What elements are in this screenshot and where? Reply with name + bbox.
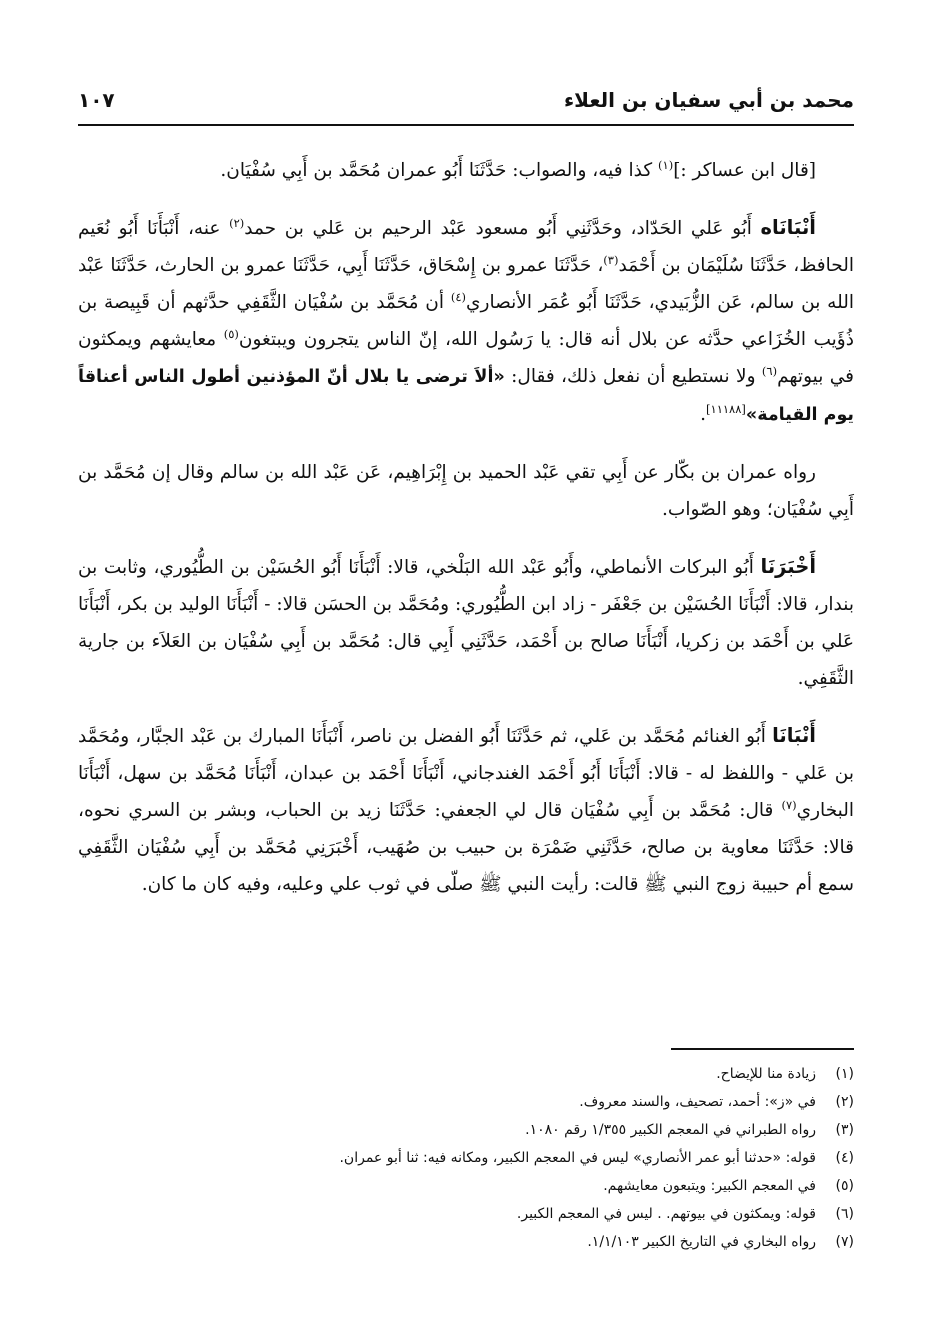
running-title: محمد بن أبي سفيان بن العلاء: [563, 88, 854, 112]
footnote: [78, 1116, 854, 1144]
page-header: [78, 84, 854, 126]
footnote-separator: [671, 1048, 854, 1050]
footnote-number: (٦): [835, 1206, 854, 1222]
bracketed-insertion: [قال ابن عساكر :]: [673, 160, 816, 181]
footnote-number: (٣): [835, 1122, 854, 1138]
paragraph-text: أَبُو عَلي الحَدّاد، وحَدَّثَنِي أَبُو مسعود عَبْد الرحيم بن عَلي بن حمد: [244, 218, 761, 239]
footnote: [78, 1060, 854, 1088]
footnote: [78, 1088, 854, 1116]
footnote-text: في «ز»: أحمد، تصحيف، والسند معروف.: [579, 1094, 816, 1110]
hadith-reference-number: [١١١٨٨]: [706, 401, 746, 416]
footnote-text: رواه الطبراني في المعجم الكبير ١/٣٥٥ رقم ١٠٨٠.: [525, 1122, 816, 1138]
paragraph-text: معايشهم ويمكثون في بيوتهم: [78, 329, 854, 387]
paragraph-text: قال: مُحَمَّد بن أَبِي سُفْيَان قال لي الجعفي: حَدَّثَنَا زيد بن الحباب، وبشر بن السري نحوه، قالا: حَدَّثَنَا معاوية بن صالح، حَدَّثَنِي ضَمْرَة بن حبيب بن صُهَيب، أَخْبَرَنِي مُحَمَّد بن أَبِي سُفْيَان الثَّقَفِي سمع أم حبيبة زوج النبي ﷺ قالت: رأيت النبي ﷺ صلّى في ثوب علي وعليه، وفيه كان ما كان.: [78, 800, 854, 895]
footnote: [78, 1228, 854, 1256]
footnote-text: زيادة منا للإيضاح.: [716, 1066, 816, 1082]
footnote-ref-3: (٣): [603, 252, 619, 267]
footnote: [78, 1200, 854, 1228]
footnote-number: (٤): [835, 1150, 854, 1166]
main-text: [78, 152, 854, 923]
page-number: ١٠٧: [78, 88, 115, 112]
footnote-number: (٧): [835, 1234, 854, 1250]
paragraph-text: ، حَدَّثَنَا عمرو بن إِسْحَاق، حَدَّثَنَا أَبِي، حَدَّثَنَا عمرو بن الحارث، حَدَّثَنَا عَبْد الله بن سالم، عَن الزُّبَيدي، حَدَّثَنَا أَبُو عُمَر الأنصاري: [78, 255, 854, 313]
paragraph-text: أَبُو الغنائم مُحَمَّد بن عَلي، ثم حَدَّثَنَا أَبُو الفضل بن ناصر، أَنْبَأَنَا المبارك بن عَبْد الجبَّار، ومُحَمَّد بن عَلي - واللفظ له - قالا: أَنْبَأَنَا أَبُو أَحْمَد الغندجاني، أَنْبَأَنَا أَحْمَد بن عبدان، أَنْبَأَنَا مُحَمَّد بن سهل، أَنْبَأَنَا البخاري: [78, 726, 854, 821]
footnotes: [78, 1060, 854, 1256]
footnote-ref-5: (٥): [223, 326, 239, 341]
footnote-text: قوله: «حدثنا أبو عمر الأنصاري» ليس في المعجم الكبير، ومكانه فيه: ثنا أبو عمران.: [339, 1150, 816, 1166]
paragraph-text: أَبُو البركات الأنماطي، وأَبُو عَبْد الله البَلْخي، قالا: أَنْبَأَنَا أَبُو الحُسَيْن بن الطُّيُوري، وثابت بن بندار، قالا: أَنْبَأَنَا الحُسَيْن بن جَعْفَر - زاد ابن الطُّيُوري: ومُحَمَّد بن الحسَن قالا: - أَنْبَأَنَا الوليد بن بكر، أَنْبَأَنَا عَلي بن أَحْمَد بن زكريا، أَنْبَأَنَا صالح بن أَحْمَد، حَدَّثَنِي أَبِي قال: مُحَمَّد بن أَبِي سُفْيَان بن العَلاَء بن جارية الثَّقَفِي.: [78, 557, 854, 689]
footnote-text: في المعجم الكبير: ويتبعون معايشهم.: [603, 1178, 816, 1194]
footnote-ref-1: (١): [658, 157, 674, 172]
paragraph-text: عنه، أَنْبَأَنَا أَبُو نُعَيم الحافظ، حَدَّثَنَا سُلَيْمَان بن أَحْمَد: [78, 218, 855, 276]
footnote-ref-7: (٧): [781, 797, 797, 812]
footnote-number: (١): [835, 1066, 854, 1082]
paragraph-text: رواه عمران بن بكّار عن أَبِي تقي عَبْد الحميد بن إِبْرَاهِيم، عَن عَبْد الله بن سالم وقال إن مُحَمَّد بن أَبِي سُفْيَان؛ وهو الصّواب.: [78, 462, 854, 520]
paragraph-1: [78, 152, 854, 189]
paragraph-end: .: [700, 404, 707, 425]
footnote: [78, 1172, 854, 1200]
footnote-ref-4: (٤): [450, 289, 467, 304]
lead-word: أَنْبَانَاه: [760, 216, 816, 239]
lead-word: أَخْبَرَنَا: [760, 555, 817, 578]
footnote-text: قوله: ويمكثون في بيوتهم. . ليس في المعجم الكبير.: [516, 1206, 816, 1222]
footnote: [78, 1144, 854, 1172]
paragraph-text: أن مُحَمَّد بن سُفْيَان الثَّقَفِي حدَّثهم أن قَبِيصة بن ذُؤَيب الخُزَاعي حدَّثه عن بلال أنه قال: يا رَسُول الله، إنّ الناس يتجرون ويبتغون: [78, 292, 854, 350]
footnote-ref-6: (٦): [761, 363, 778, 378]
paragraph-text: كذا فيه، والصواب: حَدَّثَنَا أَبُو عمران مُحَمَّد بن أَبِي سُفْيَان.: [220, 160, 659, 181]
footnote-text: رواه البخاري في التاريخ الكبير ١/١/١٠٣.: [587, 1234, 816, 1250]
paragraph-4: [78, 548, 854, 697]
paragraph-2: [78, 209, 854, 434]
footnote-ref-2: (٢): [229, 215, 245, 230]
paragraph-text: ولا نستطيع أن نفعل ذلك، فقال:: [504, 366, 762, 387]
paragraph-5: [78, 717, 854, 903]
footnote-number: (٥): [835, 1178, 854, 1194]
hadith-quote: «ألاَ ترضى يا بلال أنّ المؤذنين أطول الناس أعناقاً يوم القيامة»: [78, 367, 854, 425]
footnote-number: (٢): [835, 1094, 854, 1110]
lead-word: أَنْبَانَا: [772, 724, 816, 747]
paragraph-3: [78, 454, 854, 528]
